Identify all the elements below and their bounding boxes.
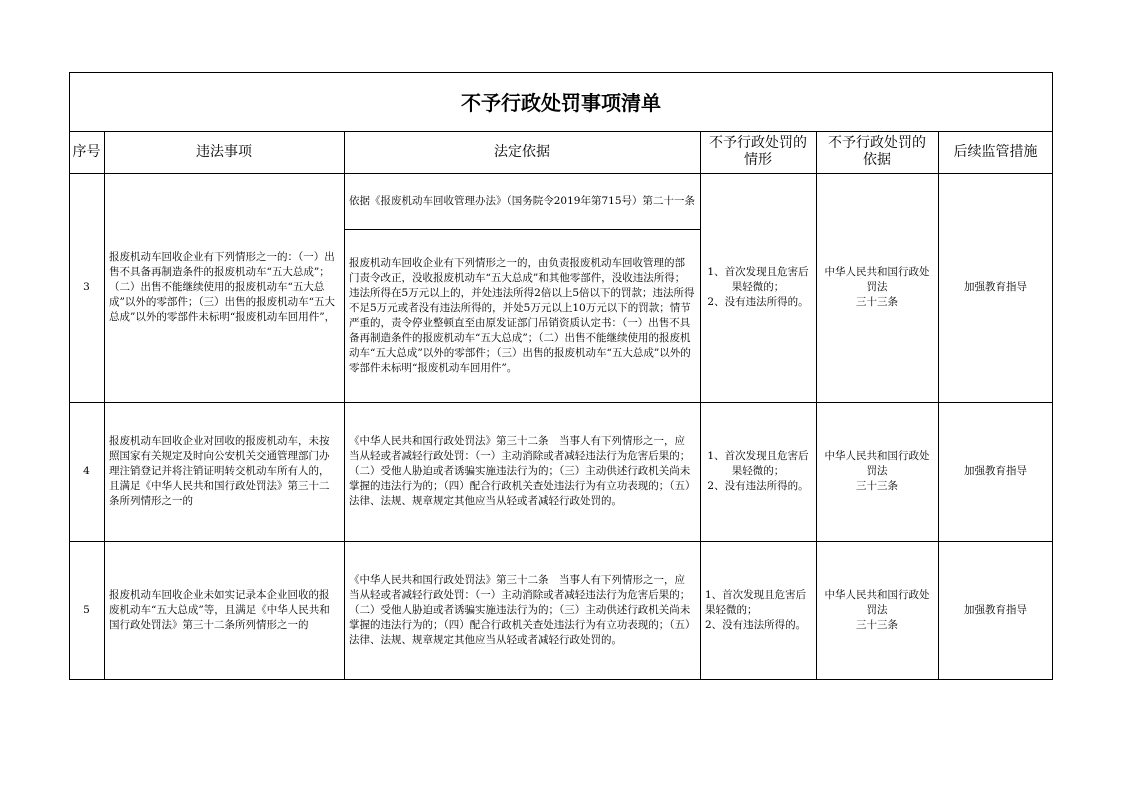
row-violation: 报废机动车回收企业未如实记录本企业回收的报废机动车“五大总成”等，且满足《中华人民共和国行政处罚法》第三十二条所列情形之一的	[109, 589, 330, 631]
header-legal-basis: 法定依据	[494, 143, 550, 160]
header-followup: 后续监管措施	[953, 143, 1038, 160]
header-situation: 不予行政处罚的情形	[709, 135, 807, 168]
header-violation: 违法事项	[196, 143, 252, 160]
row-followup: 加强教育指导	[964, 465, 1027, 477]
row-violation: 报废机动车回收企业对回收的报废机动车，未按照国家有关规定及时向公安机关交通管理部门办理注销登记并将注销证明转交机动车所有人的，且满足《中华人民共和国行政处罚法》第三十二条所列情形之一的	[109, 435, 330, 507]
header-seq: 序号	[72, 143, 101, 160]
row-situation: 1、首次发现且危害后果轻微的； 2、没有违法所得的。	[707, 450, 809, 492]
row-legal-basis: 《中华人民共和国行政处罚法》第三十二条 当事人有下列情形之一，应当从轻或者减轻行政处罚：（一）主动消除或者减轻违法行为危害后果的；（二）受他人胁迫或者诱骗实施违法行为的；（三）主动供述行政机关尚未掌握的违法行为的；（四）配合行政机关查处违法行为有立功表现的；（五）法律、法规、规章规定其他应当从轻或者减轻行政处罚的。	[349, 435, 691, 507]
row-followup: 加强教育指导	[964, 604, 1027, 616]
page-title: 不予行政处罚事项清单	[461, 91, 661, 115]
penalty-list-table	[69, 72, 1053, 680]
row-basis: 中华人民共和国行政处罚法 三十三条	[824, 589, 930, 631]
header-basis: 不予行政处罚的依据	[828, 135, 926, 168]
row-seq: 5	[83, 604, 90, 616]
row-legal-basis-article: 依据《报废机动车回收管理办法》（国务院令2019年第715号）第二十一条	[349, 194, 696, 207]
row-seq: 4	[83, 465, 90, 477]
row-violation: 报废机动车回收企业有下列情形之一的：（一）出售不具备再制造条件的报废机动车“五大总成”；（二）出售不能继续使用的报废机动车“五大总成”以外的零部件；（三）出售的报废机动车“五大总成”以外的零部件未标明“报废机动车回用件”，	[109, 251, 336, 323]
row-situation: 1、首次发现且危害后果轻微的； 2、没有违法所得的。	[707, 266, 809, 308]
row-basis: 中华人民共和国行政处罚法 三十三条	[824, 266, 930, 308]
row-legal-basis-text: 报废机动车回收企业有下列情形之一的，由负责报废机动车回收管理的部门责令改正，没收报废机动车“五大总成”和其他零部件，没收违法所得；违法所得在5万元以上的，并处违法所得2倍以上5倍以下的罚款；违法所得不足5万元或者没有违法所得的，并处5万元以上10万元以下的罚款；情节严重的，责令停业整顿直至由原发证部门吊销资质认定书：（一）出售不具备再制造条件的报废机动车“五大总成”；（二）出售不能继续使用的报废机动车“五大总成”以外的零部件；（三）出售的报废机动车“五大总成”以外的零部件未标明“报废机动车回用件”。	[349, 256, 695, 374]
row-situation: 1、首次发现且危害后果轻微的； 2、没有违法所得的。	[705, 589, 807, 631]
row-legal-basis: 《中华人民共和国行政处罚法》第三十二条 当事人有下列情形之一，应当从轻或者减轻行政处罚：（一）主动消除或者减轻违法行为危害后果的；（二）受他人胁迫或者诱骗实施违法行为的；（三）主动供述行政机关尚未掌握的违法行为的；（四）配合行政机关查处违法行为有立功表现的；（五）法律、法规、规章规定其他应当从轻或者减轻行政处罚的。	[349, 574, 691, 646]
row-seq: 3	[83, 281, 90, 293]
row-followup: 加强教育指导	[964, 281, 1027, 293]
row-basis: 中华人民共和国行政处罚法 三十三条	[824, 450, 930, 492]
